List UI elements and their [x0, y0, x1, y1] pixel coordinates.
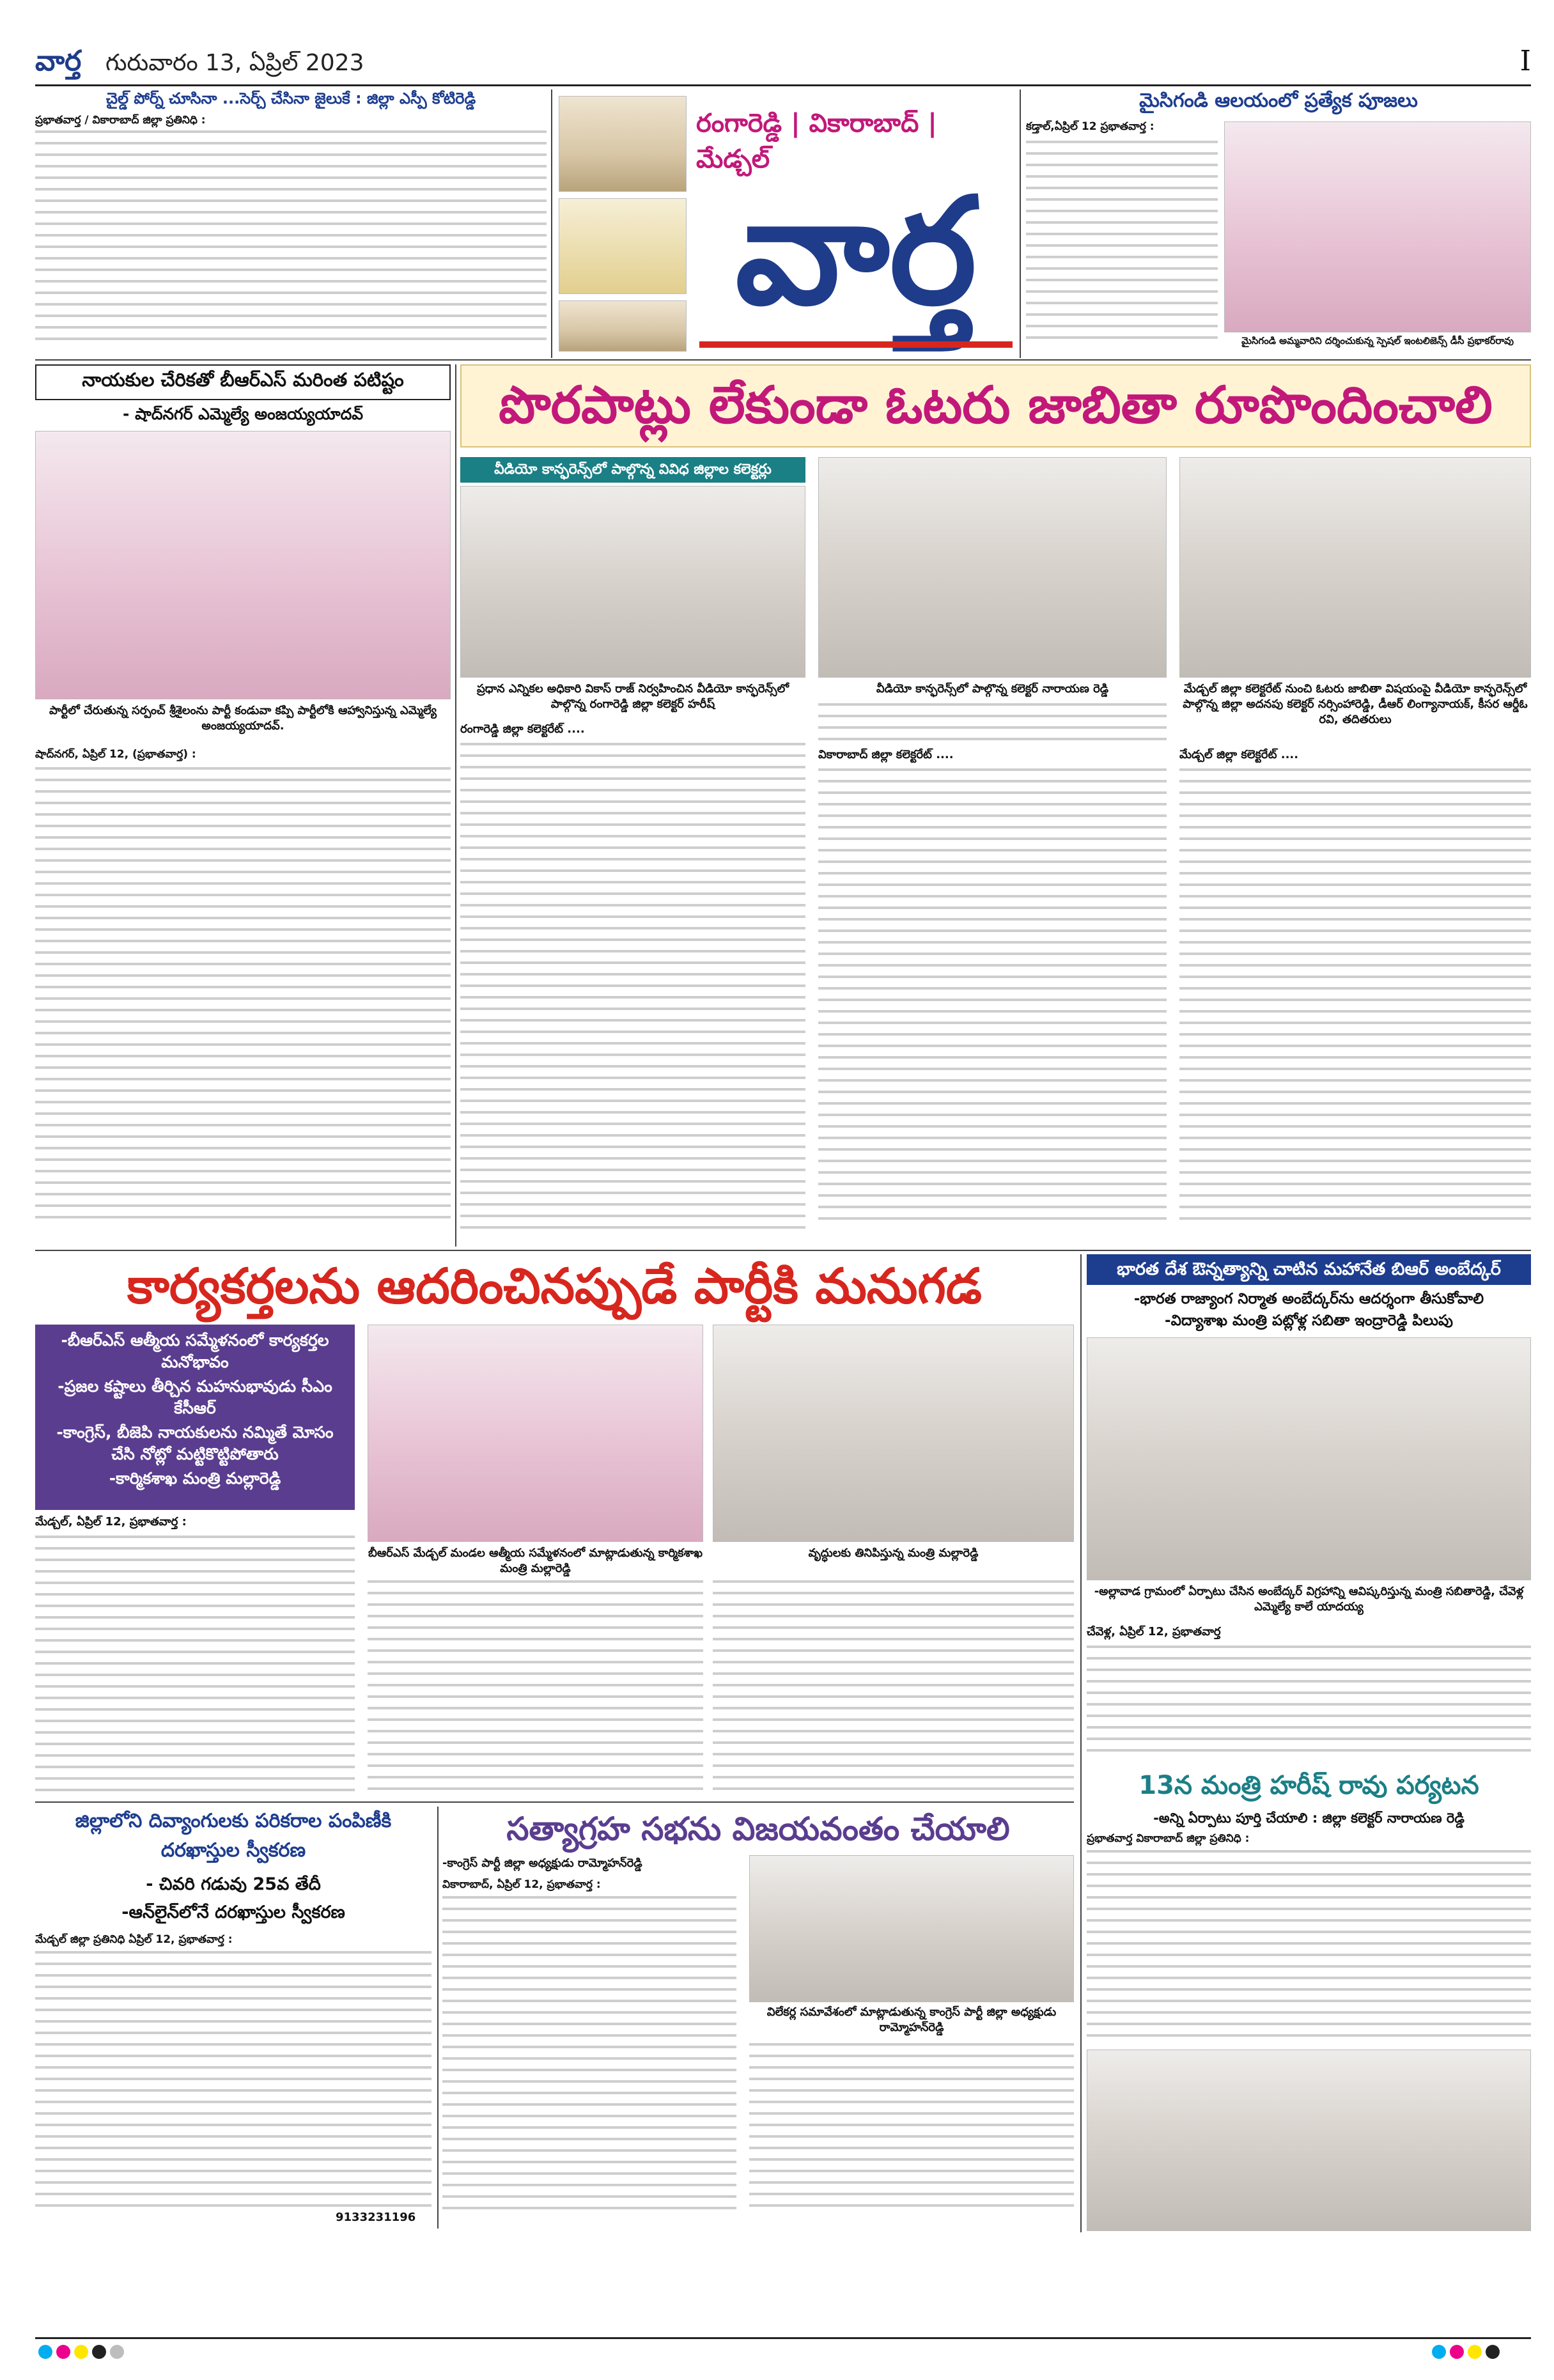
story-voter-caption-1: ప్రధాన ఎన్నికల అధికారి వికాస్ రాజ్ నిర్వహించిన వీడియో కాన్ఫరెన్స్‌లో పాల్గొన్న రంగారెడ్డి జిల్లా కలెక్టర్ హరీష్: [477, 682, 789, 711]
story-brs-dateline: షాద్‌నగర్, ఏప్రిల్ 12, (ప్రభాతవార్త) :: [35, 748, 196, 761]
story-voter-caption-2: వీడియో కాన్ఫరెన్స్‌లో పాల్గొన్న కలెక్టర్ నారాయణ రెడ్డి: [876, 682, 1109, 696]
harish-inspection-photo: [1087, 2049, 1531, 2231]
story-workers-body-3: [713, 1580, 1074, 1791]
story-workers: [35, 1254, 1074, 1798]
story-voter-strip: వీడియో కాన్ఫరెన్స్‌లో పాల్గొన్న వివిధ జిల్లాల కలెక్టర్లు: [460, 457, 805, 483]
story-voter-dateline-2: వికారాబాద్ జిల్లా కలెక్టరేట్ ....: [818, 748, 954, 761]
rule-3: [35, 1801, 1074, 1803]
story-voter-body-1: [460, 743, 805, 1229]
workers-point: -ప్రజల కష్టాలు తీర్చిన మహనుభావుడు సీఎం కేసీఆర్: [58, 1377, 332, 1417]
story-voter-banner: [460, 364, 1531, 447]
varta-logo: వార్త: [735, 167, 977, 338]
logo-underline: [699, 341, 1013, 348]
story-police-title: చైల్డ్ పోర్న్ చూసినా ...సెర్చ్ చేసినా జైలుకే : జిల్లా ఎస్పీ కోటిరెడ్డి: [105, 89, 476, 107]
story-satyagraha-body-2: [749, 2043, 1074, 2209]
footer-rule: [35, 2337, 1531, 2339]
voter-photo-vikarabad: [818, 457, 1167, 678]
rule-1: [35, 359, 1531, 361]
page-number: I: [1519, 45, 1531, 77]
story-disabled-title: జిల్లాలోని దివ్యాంగులకు పరికరాల పంపిణీకి దరఖాస్తుల స్వీకరణ: [75, 1810, 392, 1862]
story-ambedkar-dateline: చేవెళ్ల, ఏప్రిల్ 12, ప్రభాతవార్త: [1087, 1625, 1221, 1638]
story-harish-body: [1087, 1850, 1531, 2042]
story-temple-caption: మైసిగండి అమ్మవారిని దర్శించుకున్న స్పెషల్ ఇంటలిజెన్స్ డీసీ ప్రభాకర్‌రావు: [1241, 335, 1514, 346]
story-workers-body-2: [368, 1580, 703, 1791]
story-workers-caption-1: బీఆర్ఎస్ మేడ్చల్ మండల ఆత్మీయ సమ్మేళనంలో మాట్లాడుతున్న కార్మికశాఖ మంత్రి మల్లారెడ్డి: [368, 1546, 703, 1575]
story-disabled-dateline: మేడ్చల్ జిల్లా ప్రతినిధి ఏప్రిల్ 12, ప్రభాతవార్త :: [35, 1933, 233, 1946]
color-registration-right: [1432, 2345, 1503, 2361]
story-temple: [1026, 89, 1531, 358]
col-rule-1: [455, 364, 456, 1247]
story-police-body: [35, 130, 547, 348]
masthead-rule: [35, 84, 1531, 86]
story-voter-dateline-1: రంగారెడ్డి జిల్లా కలెక్టరేట్ ....: [460, 722, 585, 736]
story-police: [35, 89, 547, 358]
story-voter-body-2: [818, 768, 1167, 1229]
story-ambedkar-byline-1: -భారత రాజ్యాంగ నిర్మాత అంబేద్కర్‌ను ఆదర్శంగా తీసుకోవాలి: [1133, 1291, 1484, 1307]
story-police-dateline: ప్రభాతవార్త / వికారాబాద్ జిల్లా ప్రతినిధి :: [35, 114, 206, 127]
story-ambedkar: [1087, 1254, 1531, 1766]
story-brs-title: నాయకుల చేరికతో బీఆర్ఎస్ మరింత పటిష్టం: [35, 364, 451, 400]
story-voter-dateline-3: మేడ్చల్ జిల్లా కలెక్టరేట్ ....: [1179, 748, 1299, 761]
rule-2: [35, 1250, 1531, 1251]
story-harish-dateline: ప్రభాతవార్త వికారాబాద్ జిల్లా ప్రతినిధి :: [1087, 1832, 1250, 1845]
district-names: రంగారెడ్డి | వికారాబాద్ | మేడ్చల్: [696, 109, 937, 174]
temple-photo: [559, 96, 687, 192]
workers-point: -కార్మికశాఖ మంత్రి మల్లారెడ్డి: [109, 1469, 281, 1488]
story-disabled: [35, 1807, 431, 2228]
story-satyagraha-title: సత్యాగ్రహ సభను విజయవంతం చేయాలి: [506, 1810, 1010, 1847]
story-disabled-sub-1: - చివరి గడువు 25వ తేదీ: [146, 1874, 321, 1894]
workers-photo-meeting: [368, 1325, 703, 1542]
story-satyagraha-dateline: వికారాబాద్, ఏప్రిల్ 12, ప్రభాతవార్త :: [442, 1878, 601, 1891]
story-brs-body: [35, 767, 451, 1227]
story-disabled-phone: 9133231196: [336, 2211, 416, 2224]
story-satyagraha-caption: విలేకర్ల సమావేశంలో మాట్లాడుతున్న కాంగ్రెస్ పార్టీ జిల్లా అధ్యక్షుడు రామ్మోహన్‌రెడ్డి: [766, 2005, 1057, 2034]
story-temple-dateline: కడ్తాల్,ఏప్రిల్ 12 ప్రభాతవార్త :: [1026, 120, 1154, 133]
col-rule-2: [1080, 1254, 1082, 2232]
workers-point: -కాంగ్రెస్, బీజెపి నాయకులను నమ్మితే మోసం చేసి నోట్లో మట్టికొట్టిపోతారు: [56, 1423, 334, 1463]
satyagraha-press-photo: [749, 1855, 1074, 2002]
story-workers-points: [35, 1325, 355, 1510]
story-satyagraha-byline: -కాంగ్రెస్ పార్టీ జిల్లా అధ్యక్షుడు రామ్మోహన్‌రెడ్డి: [442, 1856, 642, 1870]
story-workers-caption-2: వృద్ధులకు తినిపిస్తున్న మంత్రి మల్లారెడ్డి: [808, 1546, 979, 1560]
col-rule-3: [437, 1807, 439, 2228]
story-satyagraha-body-1: [442, 1896, 736, 2209]
story-harish-byline: -అన్ని ఏర్పాటు పూర్తి చేయాలి : జిల్లా కలెక్టర్ నారాయణ రెడ్డి: [1153, 1810, 1465, 1826]
masthead: [35, 45, 1531, 83]
color-registration-left: [38, 2345, 128, 2361]
story-ambedkar-title: భారత దేశ ఔన్నత్యాన్ని చాటిన మహానేత బిఆర్ అంబేద్కర్: [1087, 1254, 1531, 1285]
story-harish-title: 13న మంత్రి హరీష్ రావు పర్యటన: [1138, 1771, 1479, 1800]
workers-photo-elders: [713, 1325, 1074, 1542]
story-satyagraha: [442, 1807, 1074, 2228]
building-photo: [559, 300, 687, 352]
district-masthead: [551, 89, 1021, 358]
temple-ritual-photo: [1224, 121, 1531, 332]
story-workers-body-1: [35, 1536, 355, 1791]
lamp-photo: [559, 198, 687, 294]
story-voter-caption-3: మేడ్చల్ జిల్లా కలెక్టరేట్ నుంచి ఓటరు జాబితా విషయంపై వీడియో కాన్ఫరెన్స్‌లో పాల్గొన్న జిల్లా అదనపు కలెక్టర్ నర్సింహారెడ్డి, డీఆర్ లింగ్యానాయక్, కీసర ఆర్డీఓ రవి, తదితరులు: [1183, 682, 1528, 726]
ambedkar-statue-photo: [1087, 1337, 1531, 1580]
story-ambedkar-caption: -అల్లావాడ గ్రామంలో ఏర్పాటు చేసిన అంబేద్కర్ విగ్రహాన్ని ఆవిష్కరిస్తున్న మంత్రి సబితారెడ్డి, చేవెళ్ల ఎమ్మెల్యే కాలే యాదయ్య: [1094, 1585, 1524, 1614]
story-disabled-sub-2: -ఆన్‌లైన్‌లోనే దరఖాస్తుల స్వీకరణ: [121, 1902, 345, 1922]
story-voter-body-3: [1179, 768, 1531, 1229]
voter-photo-rangareddy: [460, 486, 805, 678]
story-voter: [460, 364, 1531, 1247]
story-temple-title: మైసిగండి ఆలయంలో ప్రత్యేక పూజలు: [1139, 89, 1418, 112]
masthead-brand: వార్త: [35, 45, 82, 77]
story-brs: [35, 364, 451, 1247]
story-temple-body: [1026, 141, 1218, 345]
masthead-date: గురువారం 13, ఏప్రిల్ 2023: [105, 50, 364, 76]
workers-point: -బీఆర్ఎస్ ఆత్మీయ సమ్మేళనంలో కార్యకర్తల మనోభావం: [61, 1331, 329, 1371]
story-voter-headline: పొరపాట్లు లేకుండా ఓటరు జాబితా రూపొందించాలి: [499, 375, 1493, 435]
story-workers-headline: కార్యకర్తలను ఆదరించినప్పుడే పార్టీకి మనుగడ: [127, 1257, 982, 1314]
brs-joining-photo: [35, 431, 451, 699]
story-ambedkar-body: [1087, 1645, 1531, 1761]
story-disabled-body: [35, 1951, 431, 2207]
story-ambedkar-byline-2: -విద్యాశాఖ మంత్రి పట్లోళ్ల సబితా ఇంద్రారెడ్డి పిలుపు: [1165, 1312, 1453, 1329]
story-brs-caption: పార్టీలో చేరుతున్న సర్పంచ్ శ్రీశైలంను పార్టీ కండువా కప్పి పార్టీలోకి ఆహ్వానిస్తున్న ఎమ్మెల్యే అంజయ్యయాదవ్.: [49, 704, 437, 733]
story-voter-body-2a: [818, 703, 1167, 742]
story-workers-dateline: మేడ్చల్, ఏప్రిల్ 12, ప్రభాతవార్త :: [35, 1515, 187, 1528]
story-harish: [1087, 1771, 1531, 2231]
voter-photo-medchal: [1179, 457, 1531, 678]
story-brs-byline: - షాద్‌నగర్ ఎమ్మెల్యే అంజయ్యయాదవ్: [122, 405, 363, 423]
